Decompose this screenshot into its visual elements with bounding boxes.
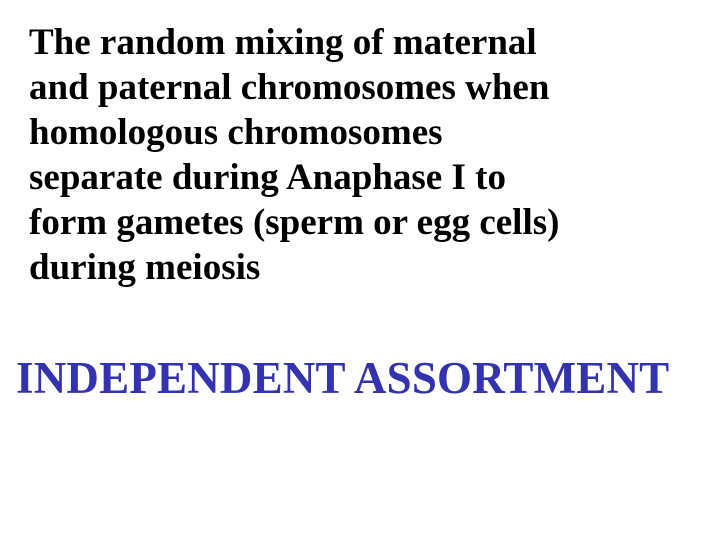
term-heading: INDEPENDENT ASSORTMENT (16, 353, 670, 403)
definition-line: homologous chromosomes (29, 112, 443, 153)
definition-line: during meiosis (29, 247, 261, 288)
definition-line: The random mixing of maternal (29, 22, 537, 63)
definition-text (29, 20, 709, 290)
definition-line: separate during Anaphase I to (29, 157, 506, 198)
definition-line: form gametes (sperm or egg cells) (29, 202, 560, 243)
definition-line: and paternal chromosomes when (29, 67, 550, 108)
